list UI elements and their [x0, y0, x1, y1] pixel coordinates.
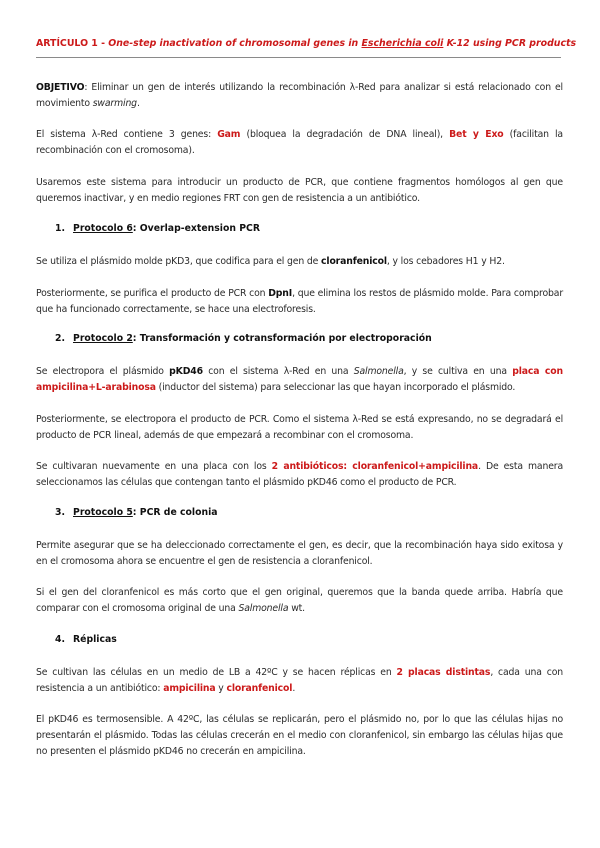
section-2-heading: 2. Protocolo 2: Transformación y cotransformación por electroporación: [55, 333, 432, 344]
gene-gam: Gam: [217, 129, 241, 140]
section-1-paragraph-1: Se utiliza el plásmido molde pKD3, que codifica para el gen de cloranfenicol, y los cebadores H1 y H2.: [36, 256, 505, 267]
section-1-paragraph-2: Posteriormente, se purifica el producto de PCR con DpnI, que elimina los restos de plásmido molde. Para comprobar que ha funcionado correctamente, se hace una electroforesis.: [36, 288, 563, 315]
section-2-paragraph-2: Posteriormente, se electropora el producto de PCR. Como el sistema λ-Red se está expresando, no se degradará el producto de PCR lineal, además de que empezará a recombinar con el cromosoma.: [36, 414, 563, 441]
section-3-paragraph-2: Si el gen del cloranfenicol es más corto que el gen original, queremos que la banda quede arriba. Habría que comparar con el cromosoma original de una Salmonella wt.: [36, 587, 563, 614]
section-3-heading: 3. Protocolo 5: PCR de colonia: [55, 507, 218, 518]
title-organism: Escherichia coli: [361, 38, 444, 49]
section-2-paragraph-3: Se cultivaran nuevamente en una placa con los 2 antibióticos: cloranfenicol+ampicilina. De esta manera seleccionamos las células que contengan tanto el plásmido pKD46 como el producto de PCR.: [36, 461, 563, 488]
objetivo-label: OBJETIVO: [36, 82, 85, 93]
title-divider: [36, 57, 561, 58]
gene-bet-exo: Bet y Exo: [449, 129, 504, 140]
title-italic-b: K-12 using PCR products: [443, 38, 577, 49]
section-1-heading: 1. Protocolo 6: Overlap-extension PCR: [55, 223, 261, 234]
section-4-paragraph-2: El pKD46 es termosensible. A 42ºC, las células se replicarán, pero el plásmido no, por lo que las células hijas no presentarán el plásmido. Todas las células crecerán en el medio con cloranfenicol, sin embargo las células hijas que no presenten el plásmido pKD46 no crecerán en ampicilina.: [36, 714, 563, 757]
usaremos-paragraph: Usaremos este sistema para introducir un producto de PCR, que contiene fragmentos homólogos al gen que queremos inactivar, y en medio regiones FRT con gen de resistencia a un antibiótico.: [36, 177, 563, 204]
title-italic-a: One-step inactivation of chromosomal genes in: [108, 38, 362, 49]
section-4-heading: 4. Réplicas: [55, 634, 117, 645]
article-title: [36, 38, 577, 49]
title-prefix: ARTÍCULO 1 -: [36, 38, 109, 49]
objetivo-paragraph: OBJETIVO: Eliminar un gen de interés utilizando la recombinación λ-Red para analizar si está relacionado con el movimiento swarming.: [36, 82, 563, 109]
section-2-paragraph-1: Se electropora el plásmido pKD46 con el sistema λ-Red en una Salmonella, y se cultiva en una placa con ampicilina+L-arabinosa (inductor del sistema) para seleccionar las que hayan incorporado el plásmido.: [36, 366, 563, 393]
sistema-paragraph: El sistema λ-Red contiene 3 genes: Gam (bloquea la degradación de DNA lineal), Bet y Exo (facilitan la recombinación con el cromosoma).: [36, 129, 563, 156]
section-4-paragraph-1: Se cultivan las células en un medio de LB a 42ºC y se hacen réplicas en 2 placas distintas, cada una con resistencia a un antibiótico: ampicilina y cloranfenicol.: [36, 667, 563, 694]
section-3-paragraph-1: Permite asegurar que se ha deleccionado correctamente el gen, es decir, que la recombinación haya sido exitosa y en el cromosoma ahora se encuentre el gen de resistencia a cloranfenicol.: [36, 540, 563, 567]
